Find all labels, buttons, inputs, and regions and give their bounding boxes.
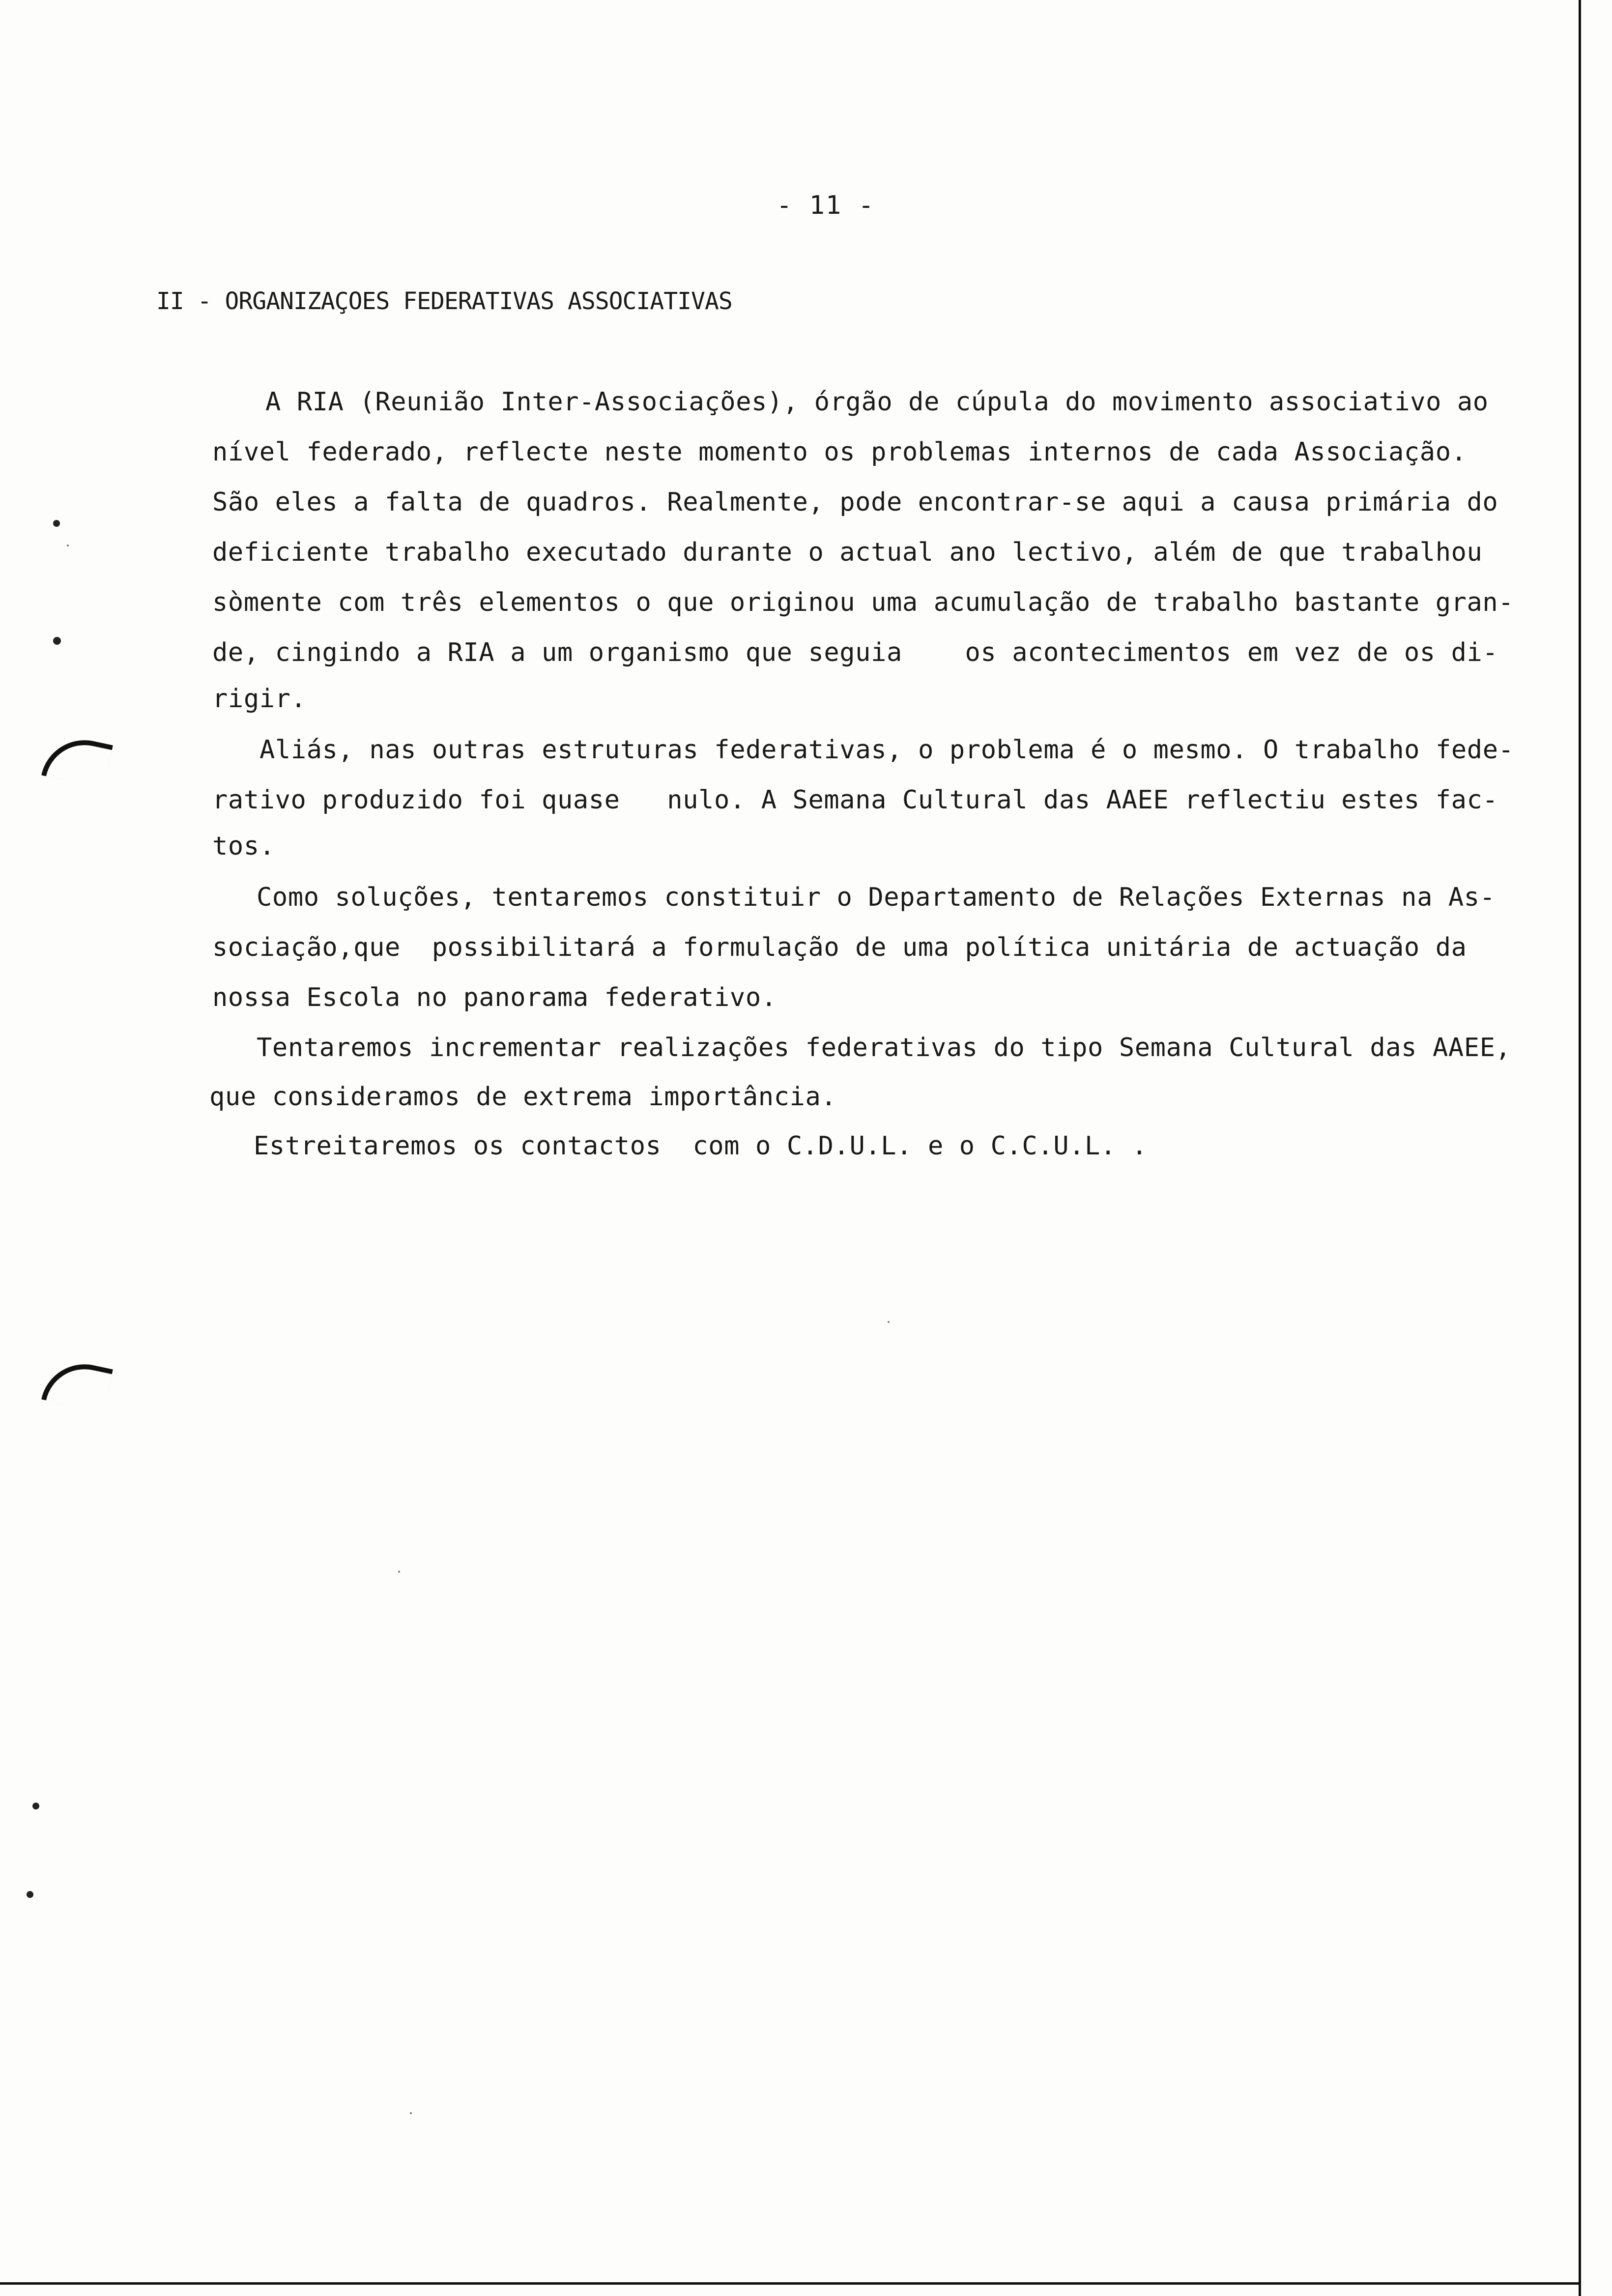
binder-ring-mark [41,732,113,788]
scan-speck [67,545,69,546]
body-line: Estreitaremos os contactos com o C.D.U.L. e o C.C.U.L. . [254,1131,1148,1161]
body-line: nível federado, reflecte neste momento os problemas internos de cada Associação. [212,437,1467,467]
body-line: de, cingindo a RIA a um organismo que seguia os acontecimentos em vez de os di- [212,638,1498,667]
scan-speck [398,1571,400,1573]
body-line: rigir. [212,684,307,714]
body-line: tos. [212,832,275,861]
body-line: Aliás, nas outras estruturas federativas, o problema é o mesmo. O trabalho fede- [259,735,1514,765]
punch-hole-mark [27,1891,33,1898]
scan-speck [888,1321,890,1323]
scan-speck [410,2112,412,2114]
page-number: - 11 - [777,191,875,220]
section-heading: II - ORGANIZAÇOES FEDERATIVAS ASSOCIATIVAS [156,287,732,315]
body-line: Tentaremos incrementar realizações federativas do tipo Semana Cultural das AAEE, [257,1033,1511,1062]
body-line: São eles a falta de quadros. Realmente, pode encontrar-se aqui a causa primária do [212,488,1498,517]
punch-hole-mark [32,1803,39,1809]
punch-hole-mark [53,637,61,645]
body-line: sòmente com três elementos o que originou uma acumulação de trabalho bastante gran- [212,588,1514,617]
body-line: deficiente trabalho executado durante o actual ano lectivo, além de que trabalhou [212,538,1483,567]
body-line: Como soluções, tentaremos constituir o Departamento de Relações Externas na As- [257,883,1496,912]
body-line: rativo produzido foi quase nulo. A Semana Cultural das AAEE reflectiu estes fac- [212,785,1498,815]
page-bottom-border [0,2282,1581,2285]
body-line: que consideramos de extrema importância. [209,1082,837,1112]
page-right-border [1579,0,1581,2296]
punch-hole-mark [53,520,60,527]
body-line: sociação,que possibilitará a formulação de uma política unitária de actuação da [212,933,1467,962]
body-line: A RIA (Reunião Inter-Associações), órgão de cúpula do movimento associativo ao [265,387,1489,417]
binder-ring-mark [41,1356,113,1412]
body-line: nossa Escola no panorama federativo. [212,983,777,1012]
